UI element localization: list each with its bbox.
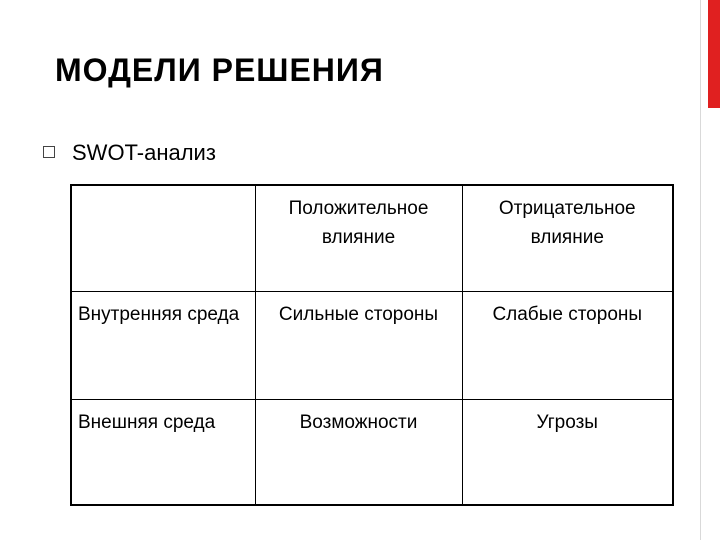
row-label-internal: Внутренняя среда (71, 291, 255, 399)
cell-strengths: Сильные стороны (255, 291, 462, 399)
table-row (71, 291, 673, 399)
cell-opportunities: Возможности (255, 399, 462, 505)
table-row (71, 399, 673, 505)
slide-title: МОДЕЛИ РЕШЕНИЯ (55, 52, 384, 88)
header-cell-empty (71, 185, 255, 291)
swot-table (70, 184, 674, 506)
table-header-row (71, 185, 673, 291)
cell-threats: Угрозы (462, 399, 673, 505)
cell-weaknesses: Слабые стороны (462, 291, 673, 399)
row-label-external: Внешняя среда (71, 399, 255, 505)
bullet-square-icon (43, 146, 55, 158)
header-cell-negative: Отрицательное влияние (462, 185, 673, 291)
bullet-text: SWOT-анализ (72, 140, 216, 165)
header-cell-positive: Положительное влияние (255, 185, 462, 291)
slide-edge-line (700, 0, 701, 540)
accent-bar (708, 0, 720, 108)
